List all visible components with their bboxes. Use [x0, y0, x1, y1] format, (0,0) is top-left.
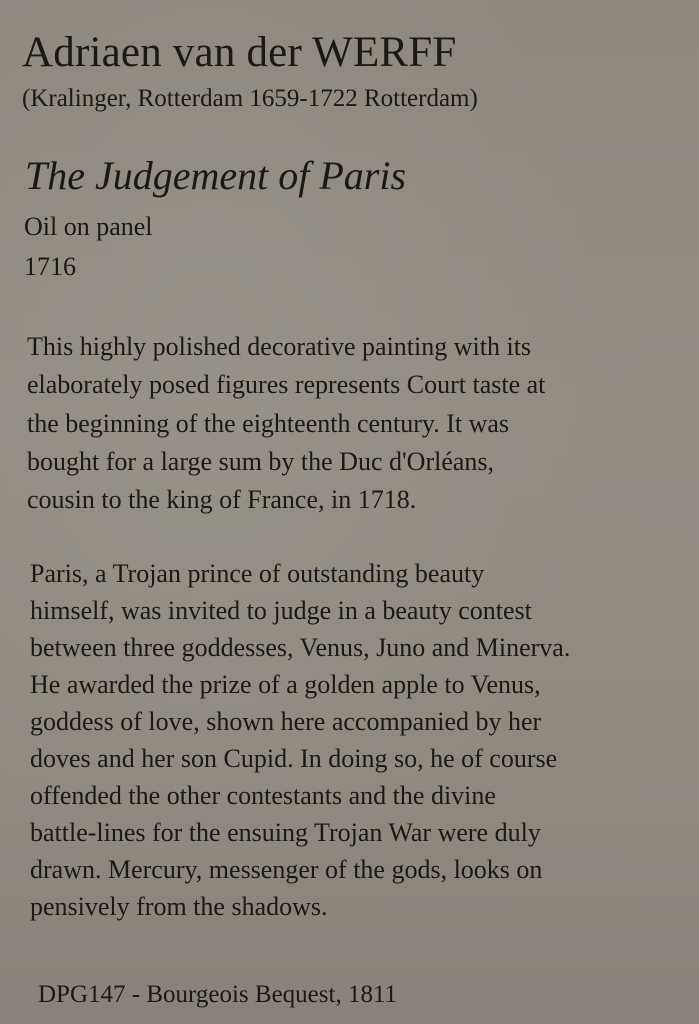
paragraph-2-line: doves and her son Cupid. In doing so, he of course: [30, 744, 558, 773]
artist-name: Adriaen van der WERFF: [22, 29, 457, 76]
paragraph-2-line: between three goddesses, Venus, Juno and Minerva.: [30, 633, 571, 662]
painting-year: 1716: [24, 252, 76, 281]
paragraph-2-line: pensively from the shadows.: [30, 892, 328, 921]
painting-title: The Judgement of Paris: [25, 153, 407, 198]
paragraph-1-line: bought for a large sum by the Duc d'Orléans,: [27, 446, 495, 476]
paragraph-2-line: battle-lines for the ensuing Trojan War were duly: [30, 818, 541, 847]
paragraph-1-line: the beginning of the eighteenth century. It was: [27, 408, 510, 438]
paragraph-2-line: He awarded the prize of a golden apple to Venus,: [30, 670, 541, 699]
paragraph-2-line: himself, was invited to judge in a beauty contest: [30, 596, 532, 625]
paragraph-1-line: elaborately posed figures represents Court taste at: [27, 370, 546, 400]
painting-medium: Oil on panel: [24, 212, 153, 241]
paragraph-2-line: offended the other contestants and the divine: [30, 781, 496, 810]
paragraph-2-line: Paris, a Trojan prince of outstanding beauty: [30, 559, 485, 588]
paragraph-1-line: This highly polished decorative painting with its: [27, 332, 532, 361]
description-paragraph-1: [27, 328, 545, 519]
paragraph-2-line: drawn. Mercury, messenger of the gods, looks on: [30, 855, 543, 884]
paragraph-2-line: goddess of love, shown here accompanied by her: [30, 707, 542, 736]
description-paragraph-2: [30, 555, 570, 925]
accession-credit-line: DPG147 - Bourgeois Bequest, 1811: [38, 981, 398, 1008]
paragraph-1-line: cousin to the king of France, in 1718.: [27, 485, 417, 515]
artist-life-details: (Kralinger, Rotterdam 1659-1722 Rotterdam): [22, 85, 478, 112]
